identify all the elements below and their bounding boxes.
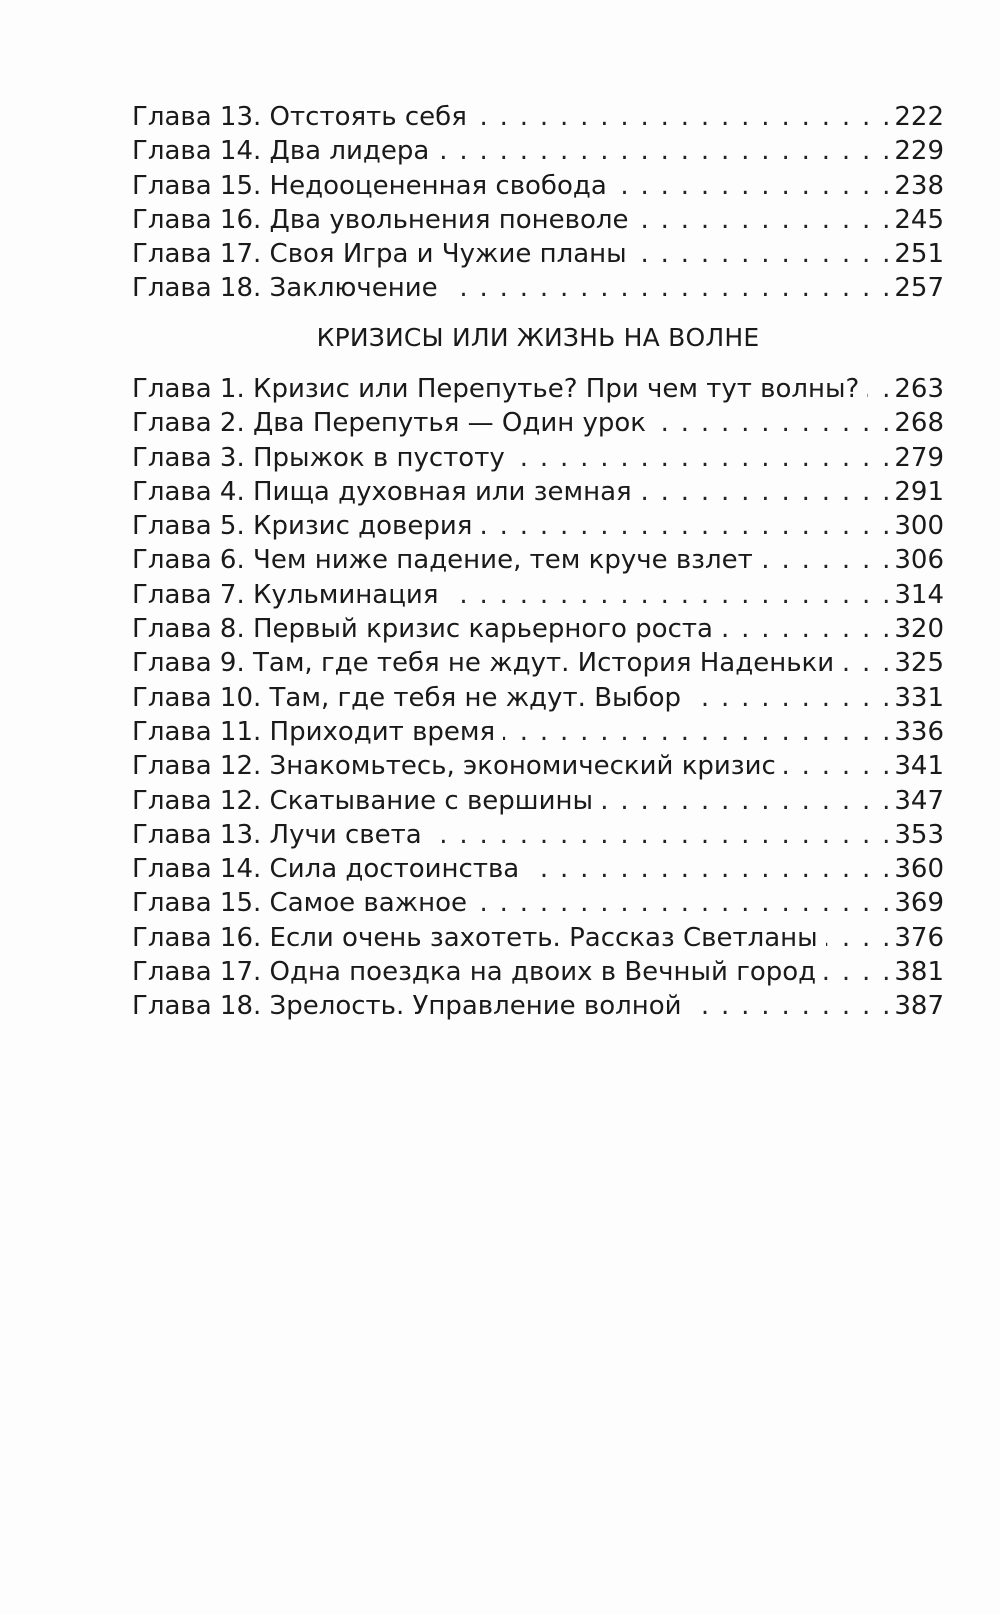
dot-leader <box>761 543 891 577</box>
toc-entry-title: Глава 13. Лучи света <box>132 819 422 850</box>
dot-leader <box>430 818 891 852</box>
toc-entry <box>132 715 944 749</box>
toc-entry <box>132 646 944 680</box>
toc-entry-title: Глава 17. Своя Игра и Чужие планы <box>132 239 627 270</box>
toc-entry-page: 341 <box>894 751 944 782</box>
toc-entry-title: Глава 5. Кризис доверия <box>132 511 473 542</box>
toc-entry-title: Глава 14. Два лидера <box>132 136 430 167</box>
toc-entry <box>132 203 944 237</box>
toc-list-section <box>132 372 944 1024</box>
dot-leader <box>784 749 891 783</box>
toc-entry-page: 251 <box>894 239 944 270</box>
toc-entry-title: Глава 16. Два увольнения поневоле <box>132 204 629 235</box>
toc-entry-title: Глава 4. Пища духовная или земная <box>132 476 632 507</box>
dot-leader <box>527 852 890 886</box>
toc-entry <box>132 852 944 886</box>
toc-entry-page: 279 <box>894 442 944 473</box>
dot-leader <box>867 372 890 406</box>
toc-entry <box>132 169 944 203</box>
toc-entry <box>132 784 944 818</box>
toc-entry-page: 353 <box>894 819 944 850</box>
dot-leader <box>721 612 890 646</box>
toc-list-continued <box>132 100 944 306</box>
toc-entry <box>132 921 944 955</box>
toc-entry-page: 360 <box>894 854 944 885</box>
toc-entry <box>132 372 944 406</box>
toc-entry <box>132 955 944 989</box>
dot-leader <box>475 100 891 134</box>
toc-entry-page: 263 <box>894 374 944 404</box>
toc-entry-page: 222 <box>894 102 944 132</box>
toc-entry-title: Глава 12. Знакомьтесь, экономический кризис <box>132 751 776 782</box>
toc-entry-title: Глава 14. Сила достоинства <box>132 854 520 885</box>
toc-entry-title: Глава 6. Чем ниже падение, тем круче взлет <box>132 545 753 576</box>
toc-entry-page: 369 <box>894 888 944 919</box>
dot-leader <box>480 509 890 543</box>
toc-entry <box>132 612 944 646</box>
toc-entry-page: 381 <box>894 957 944 988</box>
toc-entry <box>132 749 944 783</box>
toc-entry <box>132 989 944 1023</box>
toc-entry-title: Глава 7. Кульминация <box>132 579 439 610</box>
toc-entry-title: Глава 8. Первый кризис карьерного роста <box>132 614 713 645</box>
dot-leader <box>601 784 890 818</box>
toc-entry <box>132 100 944 134</box>
dot-leader <box>636 203 890 237</box>
toc-entry-page: 376 <box>894 922 944 953</box>
toc-entry-page: 325 <box>894 648 944 679</box>
toc-entry <box>132 681 944 715</box>
toc-entry-title: Глава 1. Кризис или Перепутье? При чем тут волны? <box>132 374 860 404</box>
dot-leader <box>635 237 891 271</box>
section-heading: КРИЗИСЫ ИЛИ ЖИЗНЬ НА ВОЛНЕ <box>316 323 760 352</box>
dot-leader <box>824 955 890 989</box>
toc-entry-page: 291 <box>894 476 944 507</box>
toc-entry-page: 300 <box>894 511 944 542</box>
dot-leader <box>690 989 891 1023</box>
toc-entry-title: Глава 15. Недооцененная свобода <box>132 170 607 201</box>
dot-leader <box>654 406 890 440</box>
toc-entry <box>132 271 944 305</box>
toc-entry-title: Глава 9. Там, где тебя не ждут. История Наденьки <box>132 648 835 679</box>
dot-leader <box>475 886 890 920</box>
dot-leader <box>513 441 891 475</box>
dot-leader <box>826 921 891 955</box>
dot-leader <box>437 134 890 168</box>
toc-entry-page: 245 <box>894 204 944 235</box>
toc-entry <box>132 406 944 440</box>
toc-entry-title: Глава 16. Если очень захотеть. Рассказ Светланы <box>132 922 818 953</box>
toc-entry <box>132 818 944 852</box>
toc-entry-title: Глава 13. Отстоять себя <box>132 102 467 132</box>
dot-leader <box>842 646 890 680</box>
dot-leader <box>640 475 891 509</box>
toc-entry-title: Глава 12. Скатывание с вершины <box>132 785 594 816</box>
toc-entry-title: Глава 10. Там, где тебя не ждут. Выбор <box>132 682 682 713</box>
toc-entry-page: 238 <box>894 170 944 201</box>
toc-entry-page: 229 <box>894 136 944 167</box>
dot-leader <box>446 578 890 612</box>
toc-entry-page: 257 <box>894 273 944 304</box>
toc-entry-page: 347 <box>894 785 944 816</box>
toc-entry <box>132 441 944 475</box>
toc-entry <box>132 578 944 612</box>
toc-entry-page: 331 <box>894 682 944 713</box>
toc-entry-title: Глава 17. Одна поездка на двоих в Вечный город <box>132 957 817 988</box>
toc-entry-title: Глава 3. Прыжок в пустоту <box>132 442 505 473</box>
toc-entry <box>132 475 944 509</box>
toc-entry <box>132 134 944 168</box>
dot-leader <box>689 681 890 715</box>
toc-entry <box>132 543 944 577</box>
toc-entry <box>132 886 944 920</box>
dot-leader <box>446 271 891 305</box>
toc-entry-page: 320 <box>894 614 944 645</box>
toc-entry-title: Глава 11. Приходит время <box>132 716 496 747</box>
dot-leader <box>615 169 891 203</box>
toc-entry <box>132 237 944 271</box>
dot-leader <box>503 715 890 749</box>
toc-entry-page: 306 <box>894 545 944 576</box>
toc-entry-title: Глава 2. Два Перепутья — Один урок <box>132 408 647 439</box>
toc-entry <box>132 509 944 543</box>
toc-entry-page: 387 <box>894 991 944 1022</box>
toc-entry-page: 314 <box>894 579 944 610</box>
toc-entry-page: 336 <box>894 716 944 747</box>
toc-entry-title: Глава 15. Самое важное <box>132 888 467 919</box>
toc-entry-title: Глава 18. Заключение <box>132 273 438 304</box>
toc-entry-page: 268 <box>894 408 944 439</box>
toc-entry-title: Глава 18. Зрелость. Управление волной <box>132 991 682 1022</box>
